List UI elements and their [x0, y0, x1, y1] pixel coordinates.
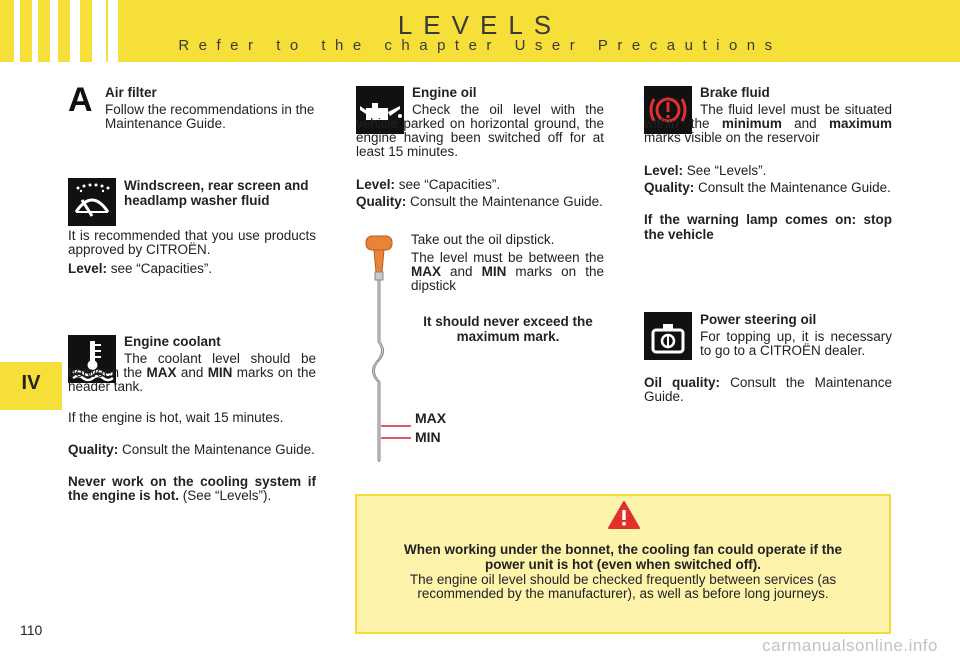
engine-oil-quality-value: Consult the Maintenance Guide.: [406, 194, 603, 209]
dipstick-min-label: MIN: [415, 429, 441, 445]
warning-text: The engine oil level should be checked frequently between services (as recommended by the manufacturer), as well as before long journeys.: [409, 572, 837, 601]
coolant-quality-label: Quality:: [68, 442, 119, 457]
coolant-warning-bold: Never work on the cooling system if the engine is hot.: [68, 474, 316, 503]
coolant-warning-rest: (See “Levels”).: [179, 488, 272, 503]
brake-fluid-heading: Brake fluid: [700, 85, 770, 100]
brake-fluid-level-label: Level:: [644, 163, 684, 178]
brake-fluid-body-c: marks visible on the reservoir: [644, 130, 820, 145]
chapter-tab-label: IV: [21, 372, 41, 394]
dipstick-max-label: MAX: [415, 410, 447, 426]
brake-fluid-body: [644, 103, 892, 145]
dipstick-illustration: [362, 232, 398, 464]
power-steering-quality-label: Oil quality:: [644, 375, 721, 390]
air-filter-heading: Air filter: [105, 85, 157, 100]
power-steering-icon: [644, 312, 692, 360]
dipstick-step-2b: and: [441, 264, 482, 279]
coolant-min: MIN: [207, 365, 233, 380]
brake-fluid-quality-label: Quality:: [644, 180, 695, 195]
min-mark-line: [381, 437, 411, 439]
engine-oil-quality: [356, 195, 604, 209]
power-steering-body: For topping up, it is necessary to go to a CITROËN dealer.: [700, 329, 892, 358]
coolant-warning: [68, 475, 316, 503]
washer-level-value: see “Capacities”.: [107, 261, 213, 276]
coolant-body: [68, 352, 316, 394]
brake-fluid-minimum: minimum: [721, 116, 782, 131]
coolant-body-c: marks on the header tank.: [68, 365, 316, 394]
washer-level-label: Level:: [68, 261, 108, 276]
dipstick-step-2a: The level must be between the: [411, 250, 604, 265]
coolant-max: MAX: [146, 365, 177, 380]
brake-fluid-quality: [644, 181, 892, 195]
page-number: 110: [20, 622, 43, 638]
coolant-quality: [68, 443, 316, 457]
coolant-body-a: The coolant level should be between the: [68, 351, 316, 380]
washer-icon: [68, 178, 116, 226]
dipstick-step-max: MAX: [411, 264, 441, 279]
power-steering-quality-value: Consult the Maintenance Guide.: [644, 375, 892, 404]
air-filter-badge: A: [68, 81, 93, 119]
max-mark-line: [381, 425, 411, 427]
watermark: carmanualsonline.info: [762, 636, 938, 655]
dipstick-step-2c: marks on the dipstick: [411, 264, 604, 293]
brake-fluid-maximum: maximum: [828, 116, 892, 131]
brake-fluid-body-a: The fluid level must be situated within the: [644, 102, 892, 131]
coolant-heading: Engine coolant: [124, 334, 221, 349]
coolant-hot: If the engine is hot, wait 15 minutes.: [68, 410, 284, 425]
power-steering-quality: [644, 376, 892, 404]
washer-body: It is recommended that you use products approved by CITROËN.: [68, 228, 316, 257]
brake-fluid-quality-value: Consult the Maintenance Guide.: [694, 180, 891, 195]
engine-oil-level-label: Level:: [356, 177, 396, 192]
never-exceed-note: It should never exceed the maximum mark.: [423, 314, 593, 344]
air-filter-body: Follow the recommendations in the Maintenance Guide.: [105, 102, 315, 131]
brake-fluid-level-value: See “Levels”.: [683, 163, 767, 178]
brake-fluid-warning: If the warning lamp comes on: stop the vehicle: [644, 212, 892, 242]
engine-oil-body: Check the oil level with the vehicle parked on horizontal ground, the engine having been switched off for at least 15 minutes.: [356, 102, 604, 159]
engine-oil-level-value: see “Capacities”.: [395, 177, 501, 192]
warning-bold-text: When working under the bonnet, the cooling fan could operate if the power unit is hot (even when switched off).: [404, 542, 842, 572]
engine-oil-quality-label: Quality:: [356, 194, 407, 209]
brake-fluid-body-b: and: [781, 116, 829, 131]
page-title: LEVELS: [397, 10, 563, 40]
engine-oil-heading: Engine oil: [412, 85, 477, 100]
dipstick-step-1: Take out the oil dipstick.: [411, 232, 555, 247]
washer-level: [68, 262, 316, 276]
warning-triangle-icon: [607, 500, 641, 530]
page-subtitle: Refer to the chapter User Precautions: [178, 37, 782, 54]
power-steering-heading: Power steering oil: [700, 312, 817, 327]
coolant-quality-value: Consult the Maintenance Guide.: [118, 442, 315, 457]
brake-fluid-level: [644, 164, 892, 178]
dipstick-step-min: MIN: [481, 264, 507, 279]
coolant-body-b: and: [176, 365, 208, 380]
washer-heading: Windscreen, rear screen and headlamp washer fluid: [124, 178, 309, 208]
engine-oil-level: [356, 178, 604, 192]
dipstick-step-2: [411, 251, 604, 293]
